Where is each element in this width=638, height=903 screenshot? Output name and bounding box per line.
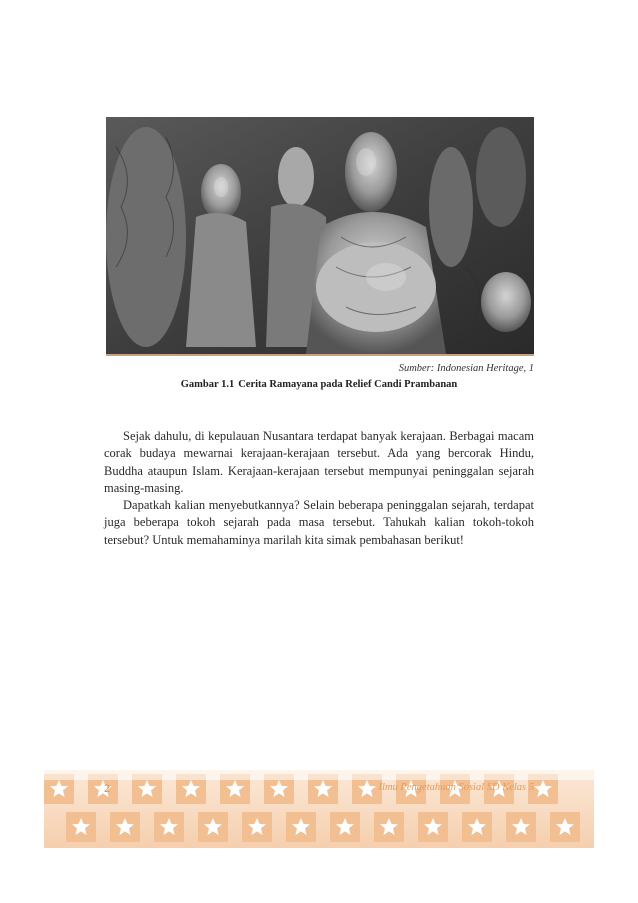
paragraph-1: Sejak dahulu, di kepulauan Nusantara terdapat banyak kerajaan. Berbagai macam corak budaya mewarnai kerajaan-kerajaan tersebut. Ada yang bercorak Hindu, Buddha ataupun Islam. Kerajaan-kerajaan tersebut mempunyai peninggalan sejarah masing-masing. bbox=[104, 429, 534, 495]
book-title: Ilmu Pengetahuan Sosial SD Kelas 5 bbox=[378, 782, 534, 793]
relief-photo bbox=[106, 117, 534, 356]
caption-number: Gambar 1.1 bbox=[180, 379, 235, 390]
image-source: Sumber: Indonesian Heritage, 1 bbox=[398, 363, 534, 374]
paragraph-2: Dapatkah kalian menyebutkannya? Selain beberapa peninggalan sejarah, terdapat juga beberapa tokoh sejarah pada masa tersebut. Tahukah kalian tokoh-tokoh tersebut? Untuk memahaminya marilah kita simak pembahasan berikut! bbox=[104, 498, 534, 547]
body-text bbox=[104, 428, 534, 549]
page-number: 2 bbox=[104, 781, 110, 795]
relief-carving-image bbox=[106, 117, 534, 354]
figure-caption bbox=[0, 379, 638, 390]
caption-text: Cerita Ramayana pada Relief Candi Prambanan bbox=[238, 379, 458, 390]
